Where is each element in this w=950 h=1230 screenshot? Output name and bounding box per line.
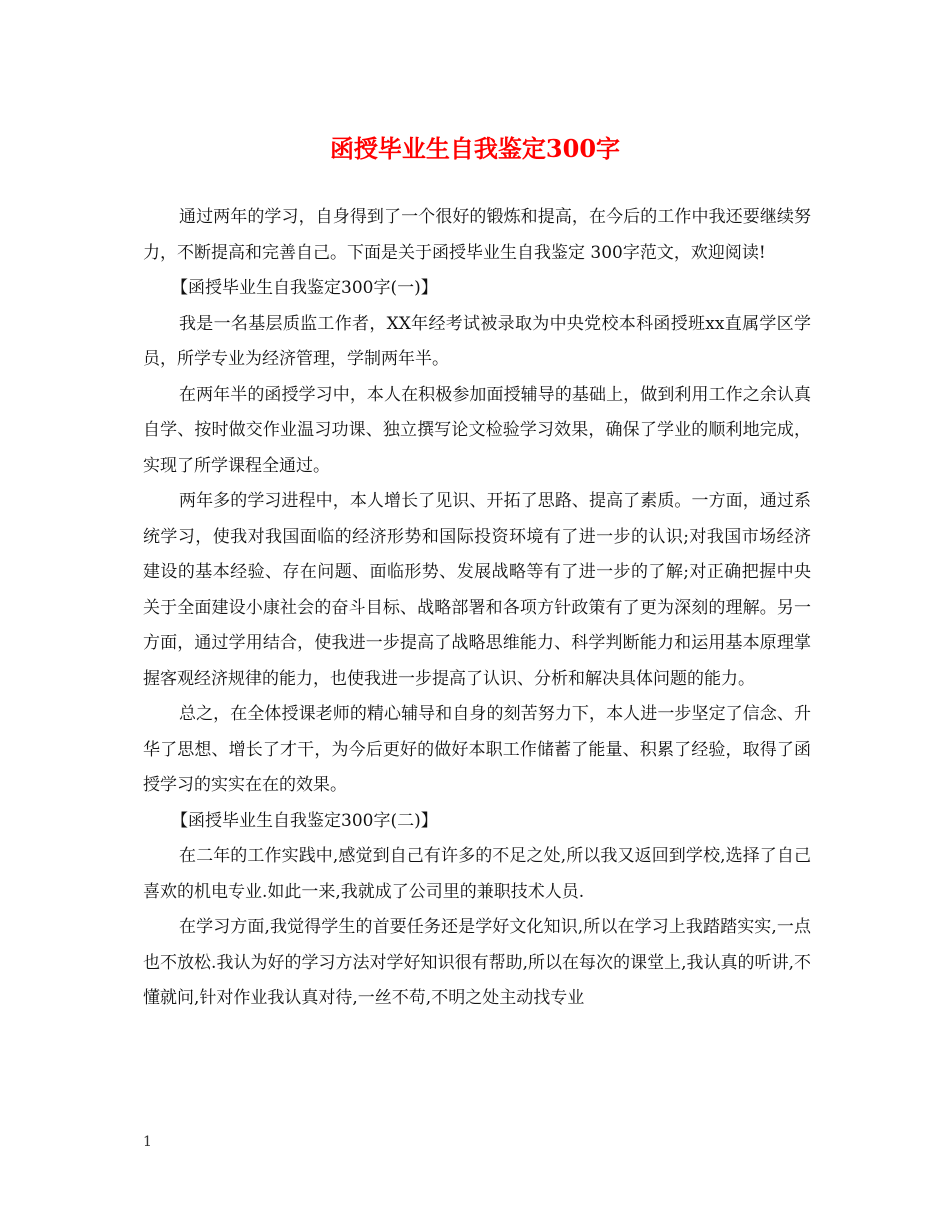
section-2-paragraph-1: 在二年的工作实践中,感觉到自己有许多的不足之处,所以我又返回到学校,选择了自己喜欢的机电专业.如此一来,我就成了公司里的兼职技术人员. <box>143 846 811 902</box>
section-1-paragraph-1: 我是一名基层质监工作者，XX年经考试被录取为中央党校本科函授班xx直属学区学员，所学专业为经济管理，学制两年半。 <box>143 313 811 369</box>
section-1-paragraph-4: 总之，在全体授课老师的精心辅导和自身的刻苦努力下，本人进一步坚定了信念、升华了思想、增长了才干，为今后更好的做好本职工作储蓄了能量、积累了经验，取得了函授学习的实实在在的效果。 <box>143 704 811 795</box>
document-body <box>143 200 811 1017</box>
page-number: 1 <box>143 1134 152 1150</box>
intro-paragraph: 通过两年的学习，自身得到了一个很好的锻炼和提高，在今后的工作中我还要继续努力，不断提高和完善自己。下面是关于函授毕业生自我鉴定 300字范文，欢迎阅读! <box>143 207 811 263</box>
section-1-paragraph-2: 在两年半的函授学习中，本人在积极参加面授辅导的基础上，做到利用工作之余认真自学、按时做交作业温习功课、独立撰写论文检验学习效果，确保了学业的顺利地完成，实现了所学课程全通过。 <box>143 384 811 476</box>
section-2-heading: 【函授毕业生自我鉴定300字(二)】 <box>171 810 438 831</box>
section-1-paragraph-3: 两年多的学习进程中，本人增长了见识、开拓了思路、提高了素质。一方面，通过系统学习，使我对我国面临的经济形势和国际投资环境有了进一步的认识;对我国市场经济建设的基本经验、存在问题、面临形势、发展战略等有了进一步的了解;对正确把握中央关于全面建设小康社会的奋斗目标、战略部署和各项方针政策有了更为深刻的理解。另一方面，通过学用结合，使我进一步提高了战略思维能力、科学判断能力和运用基本原理掌握客观经济规律的能力，也使我进一步提高了认识、分析和解决具体问题的能力。 <box>143 491 811 689</box>
section-2-paragraph-2: 在学习方面,我觉得学生的首要任务还是学好文化知识,所以在学习上我踏踏实实,一点也不放松.我认为好的学习方法对学好知识很有帮助,所以在每次的课堂上,我认真的听讲,不懂就问,针对作业我认真对待,一丝不苟,不明之处主动找专业 <box>143 917 811 1008</box>
document-title: 函授毕业生自我鉴定300字 <box>329 134 621 163</box>
section-1-heading: 【函授毕业生自我鉴定300字(一)】 <box>171 278 438 298</box>
